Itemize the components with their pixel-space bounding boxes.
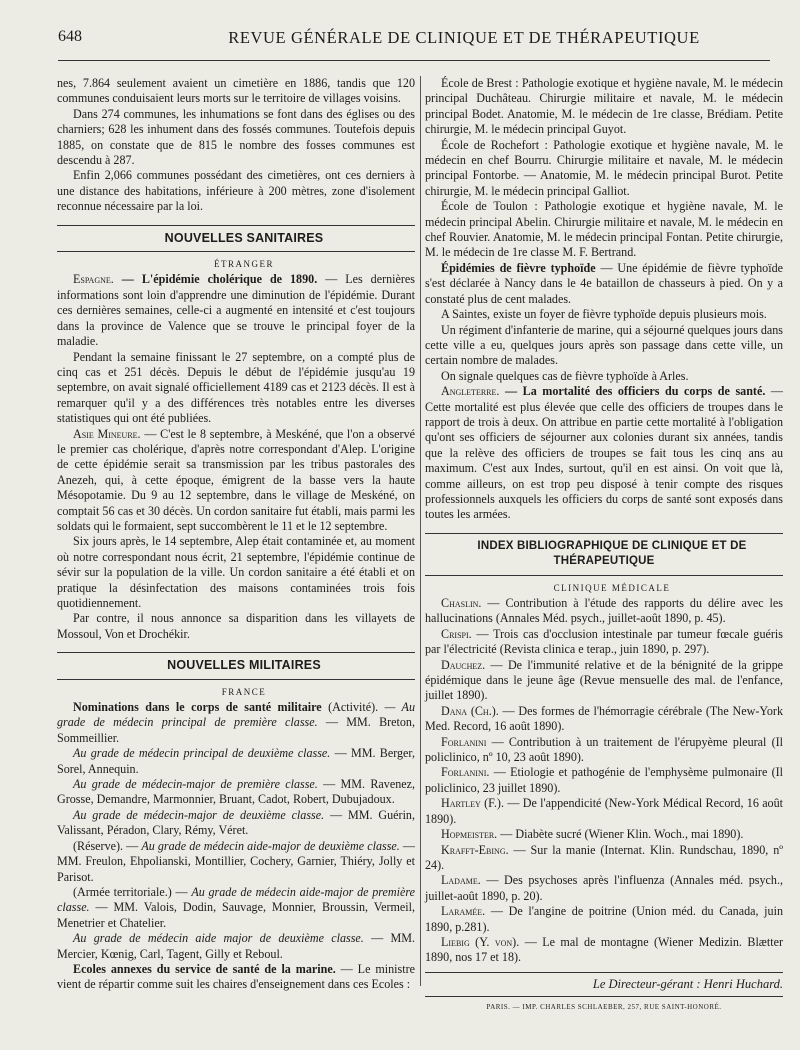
grade: Au grade de médecin aide-major de première classe. — [57, 884, 415, 915]
subhead-etranger: ÉTRANGER — [214, 259, 274, 270]
paragraph: On signale quelques cas de fièvre typhoïde à Arles. — [441, 368, 689, 383]
citation-author: Chaslin. — [441, 596, 482, 610]
news-asie — [57, 427, 415, 535]
citation-entry — [425, 627, 783, 658]
paragraph: Enfin 2,066 communes possédant des cimetières, ont ces derniers à une distance des habitations, inférieure à 200 mètres, zone d'isolement reconnue nécessaire par la loi. — [57, 168, 415, 214]
column-divider — [420, 76, 421, 986]
citation-text: — Le mal de montagne (Wiener Medizin. Blætter 1890, nos 17 et 18). — [425, 934, 783, 965]
citation-entry — [425, 873, 783, 904]
citation-entry — [425, 735, 783, 766]
citation-text: — Sur la manie (Internat. Klin. Rundschau, 1890, nº 24). — [425, 842, 783, 872]
paragraph: Dans 274 communes, les inhumations se font dans des églises ou des charniers; 628 les inhument dans des fossés communes. Toutefois depuis 1885, on constate que de 815 le nombre des fosses communes est descendu à 287. — [57, 106, 415, 168]
nomination-entry — [57, 839, 415, 885]
citation-author: Laramée. — [441, 904, 486, 919]
citation-entry — [425, 904, 783, 935]
header-rule — [58, 60, 770, 61]
citation-entry — [425, 796, 783, 827]
grade: Au grade de médecin aide major de deuxième classe. — [73, 931, 364, 946]
signature: Le Directeur-gérant : Henri Huchard. — [592, 976, 783, 991]
citation-author: Liebig (Y. von). — [441, 934, 520, 949]
citation-text: — Etiologie et pathogénie de l'emphysème pulmonaire (Il policlinico, 23 juillet 1890). — [425, 765, 784, 795]
signature-rule — [425, 996, 783, 997]
nomination-entry — [57, 931, 415, 962]
citation-author: Ladame. — [441, 873, 481, 888]
country-label: Asie Mineure. — [73, 426, 141, 441]
names: — MM. Berger, Sorel, Annequin. — [57, 746, 415, 776]
citation-author: Crispi. — [441, 626, 472, 641]
news-text: — Les dernières informations sont loin d'apprendre une diminution de l'épidémie. Durant ces dernières semaines, celle-ci a augmenté en intensité et c'est toujours dans la province de Valence que se trouve le principal foyer de la maladie. — [57, 272, 415, 349]
paragraph: Pendant la semaine finissant le 27 septembre, on a compté plus de cinq cas et 251 décès. Depuis le début de l'épidémie jusqu'au 19 septembre, on avait signalé officiellement 4189 cas et 2123 décès. Il est à remarquer qu'il y a des différences très notables entre les diverses statistiques qui ont été publiées. — [57, 349, 415, 426]
names: — MM. Breton, Sommeillier. — [57, 715, 416, 745]
grade: Au grade de médecin aide-major de deuxième classe. — [141, 838, 400, 853]
news-typhoide — [425, 261, 783, 307]
note: (Activité). — [328, 700, 379, 715]
citation-text: — Des formes de l'hémorragie cérébrale (The New-York Med. Record, 16 août 1890). — [425, 703, 783, 734]
citation-text: — Trois cas d'occlusion intestinale par tumeur fœcale guéris par l'électricité (Revista clinica e terap., juin 1890, p. 297). — [425, 626, 783, 657]
nomination-entry — [57, 777, 415, 808]
note: (Réserve). — — [73, 838, 139, 853]
citation-author: Krafft-Ebing. — [441, 842, 509, 857]
citation-text: — De l'immunité relative et de la bénignité de la grippe épidémique dans le jeune âge (Revue mensuelle des mal. de l'enfance, juillet 1890). — [425, 657, 783, 703]
paragraph: A Saintes, existe un foyer de fièvre typhoïde depuis plusieurs mois. — [441, 307, 767, 322]
ecole-toulon — [425, 199, 783, 261]
news-angleterre — [425, 384, 783, 523]
ecoles-annexes — [57, 962, 415, 993]
citation-entry — [425, 765, 783, 796]
news-espagne — [57, 272, 415, 349]
ecole-label: École de Rochefort : — [441, 137, 548, 152]
citation-text: — Des psychoses après l'influenza (Annales méd. psych., juillet-août 1890, p. 20). — [425, 873, 783, 903]
citation-author: Forlanini — [441, 734, 487, 749]
citation-text: — De l'appendicité (New-York Médical Record, 16 août 1890). — [425, 796, 784, 826]
citation-author: Forlanini. — [441, 765, 490, 780]
grade: Au grade de médecin-major de deuxième classe. — [73, 807, 325, 822]
ecole-label: École de Toulon : — [441, 199, 538, 214]
grade: Au grade de médecin principal de deuxième classe. — [73, 746, 331, 761]
citation-author: Hopmeister. — [441, 827, 498, 842]
citation-entry — [425, 827, 783, 842]
running-title: REVUE GÉNÉRALE DE CLINIQUE ET DE THÉRAPEUTIQUE — [228, 28, 700, 47]
news-title: Ecoles annexes du service de santé de la marine. — [73, 961, 336, 976]
news-text: — C'est le 8 septembre, à Meskéné, que l'on a observé le premier cas cholérique, d'après notre correspondant d'Alep. L'origine de cette épidémie serait sa transmission par les tribus pastorales des Anezeh, qui, à cette époque, émigrent de la basse vers la haute Mésopotamie. Du 9 au 12 septembre, dans le village de Meskéné, on comptait 56 cas et 30 décès. Un cordon sanitaire fut établi, mais parmi les soldats qui le formaient, sept succombèrent le 11 et le 12 septembre. — [57, 426, 415, 533]
nomination-entry — [57, 746, 415, 777]
names: — MM. Mercier, Kœnig, Carl, Tagent, Gilly et Reboul. — [57, 931, 415, 961]
section-title-sanitaires: NOUVELLES SANITAIRES — [164, 230, 324, 245]
paragraph: nes, 7.864 seulement avaient un cimetière en 1886, tandis que 120 communes conduisaient leurs morts sur le territoire de villages voisins. — [57, 76, 415, 106]
paragraph: Par contre, il nous annonce sa disparition dans les villayets de Mossoul, Von et Drochékir. — [57, 611, 415, 641]
citation-text: — Diabète sucré (Wiener Klin. Woch., mai 1890). — [500, 827, 744, 842]
citation-text: — Contribution à l'étude des rapports du délire avec les hallucinations (Annales Méd. psych., juillet-août 1890, p. 45). — [425, 596, 783, 626]
news-text: — Cette mortalité est plus élevée que celle des officiers de troupes dans le rapport de trois à deux. On attribue en partie cette mortalité à l'obligation qu'ont ses officiers de séjourner aux colonies durant six années, tandis que la relève des officiers de troupes se fait tous les cinq ans au maximum. C'est aux Indes, surtout, qu'il en est ainsi. On voit que là, comme ailleurs, on est trop peu disposé à tenir compte des risques professionnels auxquels les officiers du corps de santé sont exposés dans toutes les armées. — [425, 384, 784, 522]
citation-text: — Contribution à un traitement de l'érupyème pleural (Il policlinico, nº 10, 23 août 1890). — [425, 734, 783, 765]
news-title: Épidémies de fièvre typhoïde — [441, 260, 596, 275]
news-text: — Le ministre vient de répartir comme suit les chaires d'enseignement dans ces Ecoles : — [57, 961, 415, 992]
names: — MM. Guérin, Valissant, Péradon, Clary, Rémy, Véret. — [57, 807, 415, 838]
citation-entry — [425, 658, 783, 704]
ecole-text: Pathologie exotique et hygiène navale, M. le médecin en chef Bourru. Chirurgie militaire et navale, M. le médecin principal Fontorbe. — Anatomie, M. le médecin principal Burot. Petite chirurgie, M. le médecin principal Galliot. — [425, 137, 784, 198]
ecole-text: Pathologie exotique et hygiène navale, M. le médecin principal Abelin. Chirurgie militaire et navale, M. le médecin en chef Rouvier. Anatomie, M. le médecin principal Fontan. Petite chirurgie, M. le médecin de 1re classe M. F. Bertrand. — [425, 199, 784, 260]
citation-author: Hartley (F.). — [441, 796, 504, 811]
citation-author: Dana (Ch.). — [441, 703, 499, 718]
ecole-brest — [425, 76, 783, 138]
subhead-france: FRANCE — [221, 686, 267, 697]
subhead-clinique: CLINIQUE MÉDICALE — [553, 582, 671, 593]
citation-entry — [425, 843, 783, 874]
citation-entry — [425, 935, 783, 966]
news-title: — L'épidémie cholérique de 1890. — [121, 272, 318, 287]
country-label: Espagne. — [73, 272, 114, 287]
citation-author: Dauchez. — [441, 657, 486, 672]
names: — MM. Valois, Dodin, Sauvage, Monnier, Broussin, Vermeil, Menetrier et Chatelier. — [57, 900, 415, 930]
paragraph: Six jours après, le 14 septembre, Alep était contaminée et, au moment où notre correspondant nous écrit, 21 septembre, l'épidémie continue de sévir sur la population de la ville. Un cordon sanitaire a été établi et on pratique la désinfectation des maisons contaminées trois fois quotidiennement. — [57, 534, 415, 610]
right-column — [425, 76, 783, 997]
note: (Armée territoriale.) — — [73, 884, 188, 899]
ecole-rochefort — [425, 138, 783, 200]
names: — MM. Ravenez, Grosse, Demandre, Marmonnier, Bruant, Cadot, Robert, Dubujadoux. — [57, 777, 416, 807]
ecole-label: École de Brest : — [441, 76, 519, 90]
news-text: — Une épidémie de fièvre typhoïde s'est déclarée à Nancy dans le 4e bataillon de chasseurs à pied. On y a constaté plus de cent malades. — [425, 260, 783, 306]
citation-entry — [425, 704, 783, 735]
left-column — [57, 76, 415, 993]
printer-imprint: PARIS. — IMP. CHARLES SCHLAEBER, 257, RUE SAINT-HONORÉ. — [486, 1003, 722, 1011]
nomination-entry — [57, 885, 415, 931]
grade: — Au grade de médecin principal de première classe. — [57, 700, 415, 730]
country-label: Angleterre. — [441, 384, 500, 399]
names: — MM. Freulon, Ehpolianski, Montillier, Cochery, Garnier, Thiéry, Jolly et Parisot. — [57, 838, 415, 884]
nominations — [57, 700, 415, 746]
citation-list — [425, 596, 783, 966]
citation-text: — De l'angine de poitrine (Union méd. du Canada, juin 1890, p.281). — [425, 904, 783, 934]
nomination-entry — [57, 808, 415, 839]
ecole-text: Pathologie exotique et hygiène navale, M. le médecin principal Duchâteau. Chirurgie militaire et navale, M. le médecin principal Bodet. Anatomie, M. le médecin de 1re classe, Brédiam. Petite chirurgie, M. le médecin principal Guyot. — [425, 76, 783, 137]
citation-entry — [425, 596, 783, 627]
page-number: 648 — [58, 28, 82, 45]
grade: Au grade de médecin-major de première classe. — [73, 777, 318, 792]
news-title: Nominations dans le corps de santé militaire — [73, 700, 322, 715]
paragraph: Un régiment d'infanterie de marine, qui a séjourné quelques jours dans cette ville a eu, quelques jours après son passage dans cette ville, un certain nombre de malades. — [425, 322, 783, 368]
news-title: — La mortalité des officiers du corps de santé. — [504, 384, 766, 399]
section-title-militaires: NOUVELLES MILITAIRES — [167, 658, 321, 673]
section-title-index: INDEX BIBLIOGRAPHIQUE DE CLINIQUE ET DE THÉRAPEUTIQUE — [477, 539, 747, 568]
page-header — [58, 28, 770, 54]
